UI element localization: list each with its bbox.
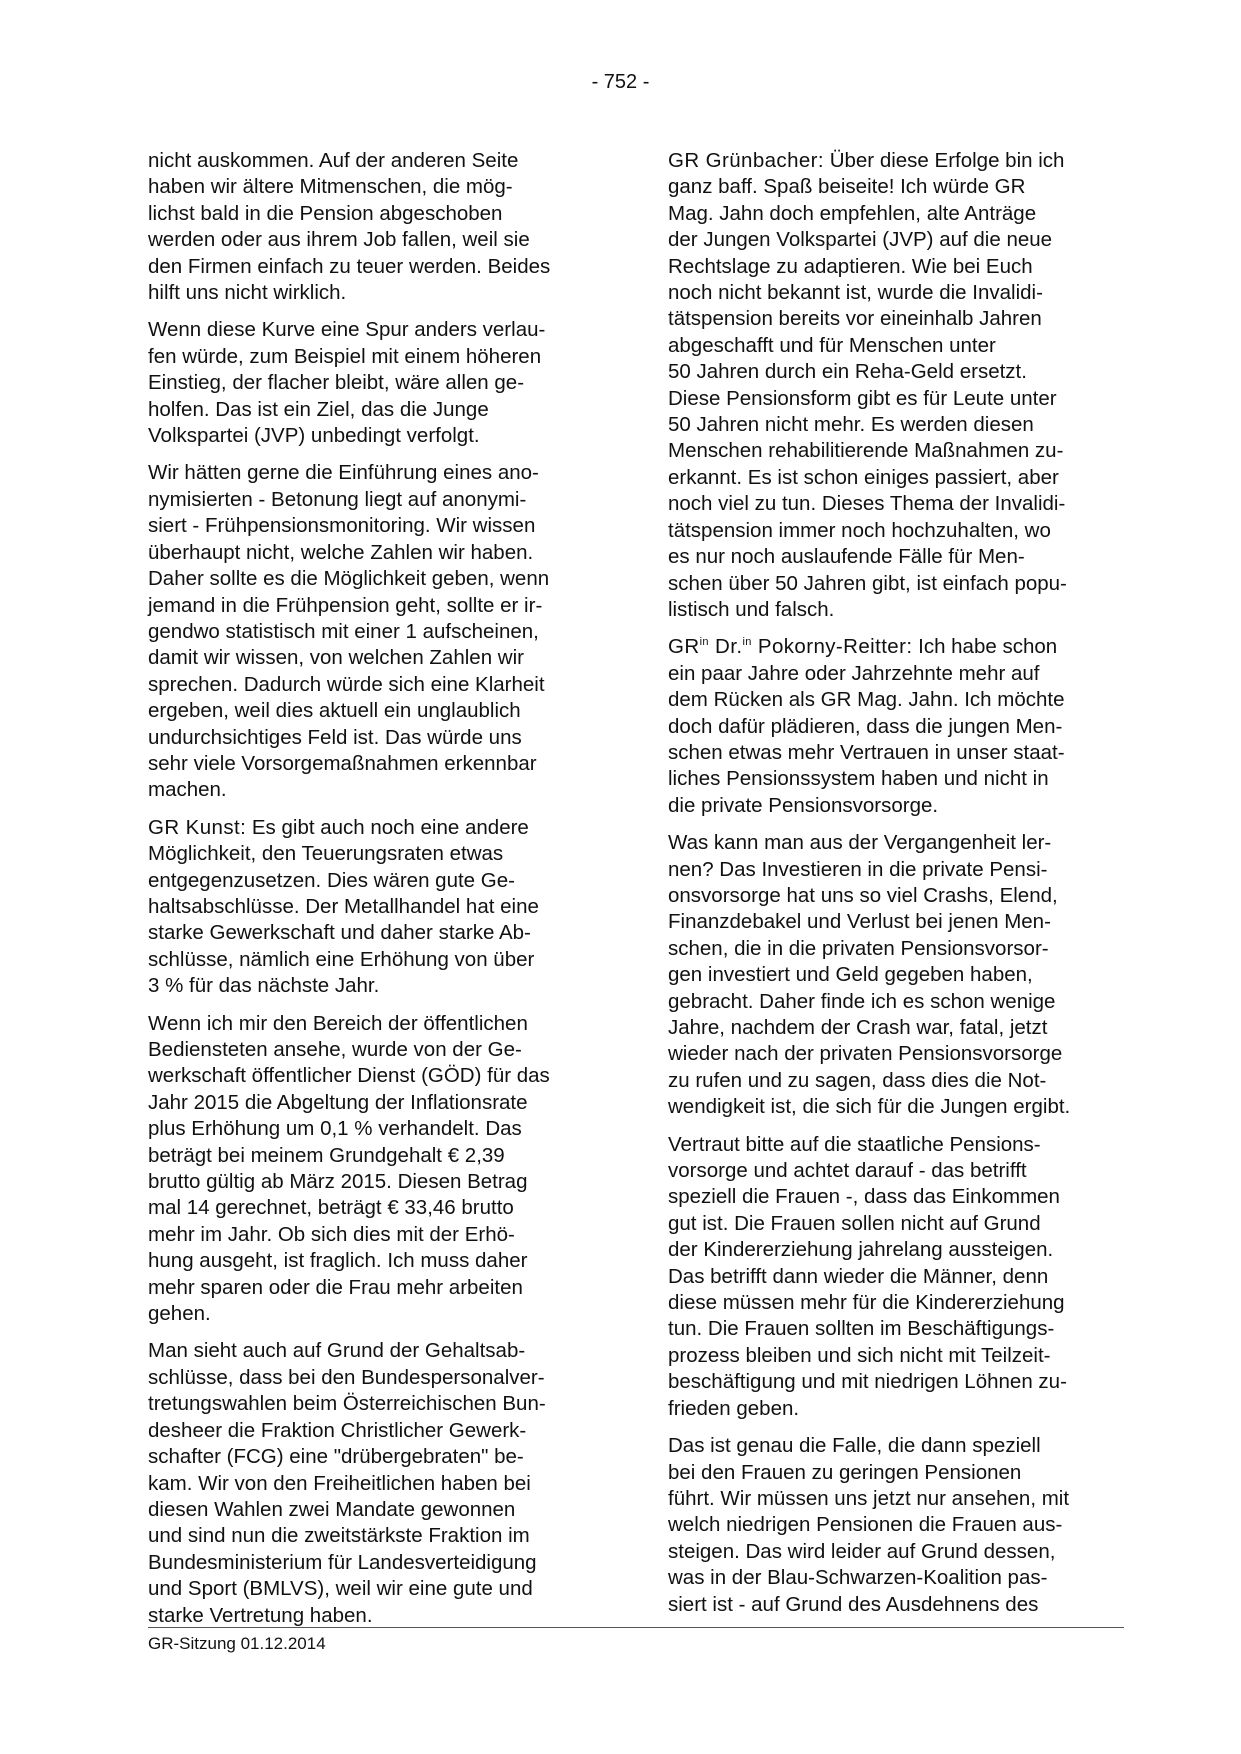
- paragraph: [668, 634, 1124, 819]
- gender-suffix: in: [742, 636, 752, 649]
- right-column: [668, 148, 1124, 1629]
- paragraph: nicht auskommen. Auf der anderen Seite haben wir ältere Mitmenschen, die mög- lichst bald in die Pension abgeschoben werden oder aus ihrem Job fallen, weil sie den Firmen einfach zu teuer werden. Beides hilft uns nicht wirklich.: [148, 149, 551, 305]
- speaker-name: GR Kunst:: [148, 815, 247, 839]
- paragraph: [668, 148, 1124, 623]
- footer-label: GR-Sitzung 01.12.2014: [148, 1634, 326, 1653]
- paragraph: Was kann man aus der Vergangenheit ler- nen? Das Investieren in die private Pensi- onsvorsorge hat uns so viel Crashs, Elend, Finanzdebakel und Verlust bei jenen Men- schen, die in die privaten Pensionsvorsor- gen investiert und Geld gegeben haben, gebracht. Daher finde ich es schon wenige Jahre, nachdem der Crash war, fatal, jetzt wieder nach der privaten Pensionsvorsorge zu rufen und zu sagen, dass dies die Not- wendigkeit ist, die sich für die Jungen ergibt.: [668, 831, 1071, 1119]
- paragraph: [148, 815, 600, 1000]
- paragraph: Wenn ich mir den Bereich der öffentlichen Bediensteten ansehe, wurde von der Ge- werkschaft öffentlicher Dienst (GÖD) für das Jahr 2015 die Abgeltung der Inflationsrate plus Erhöhung um 0,1 % verhandelt. Das beträgt bei meinem Grundgehalt € 2,39 brutto gültig ab März 2015. Diesen Betrag mal 14 gerechnet, beträgt € 33,46 brutto mehr im Jahr. Ob sich dies mit der Erhö- hung ausgeht, ist fraglich. Ich muss daher mehr sparen oder die Frau mehr arbeiten gehen.: [148, 1011, 550, 1326]
- paragraph: Wenn diese Kurve eine Spur anders verlau- fen würde, zum Beispiel mit einem höheren Einstieg, der flacher bleibt, wäre allen ge- holfen. Das ist ein Ziel, das die Junge Volkspartei (JVP) unbedingt verfolgt.: [148, 318, 546, 448]
- speech-text: Ich habe schon ein paar Jahre oder Jahrzehnte mehr auf dem Rücken als GR Mag. Jahn. Ich möchte doch dafür plädieren, dass die jungen Men- schen etwas mehr Vertrauen in unser staat- liches Pensionssystem haben und nicht in die private Pensionsvorsorge.: [668, 635, 1065, 817]
- paragraph: Man sieht auch auf Grund der Gehaltsab- schlüsse, dass bei den Bundespersonalver- tretungswahlen beim Österreichischen Bun- desheer die Fraktion Christlicher Gewerk- schafter (FCG) eine "drübergebraten" be- kam. Wir von den Freiheitlichen haben bei diesen Wahlen zwei Mandate gewonnen und sind nun die zweitstärkste Fraktion im Bundesministerium für Landesverteidigung und Sport (BMLVS), weil wir eine gute und starke Vertretung haben.: [148, 1339, 546, 1627]
- gender-suffix: in: [699, 636, 709, 649]
- footer-divider: [148, 1627, 1124, 1628]
- left-column: [148, 148, 600, 1640]
- speaker-name: GR Grünbacher:: [668, 149, 824, 172]
- speech-text: Es gibt auch noch eine andere Möglichkeit, den Teuerungsraten etwas entgegenzusetzen. Dies wären gute Ge- haltsabschlüsse. Der Metallhandel hat eine starke Gewerkschaft und daher starke Ab- schlüsse, nämlich eine Erhöhung von über 3 % für das nächste Jahr.: [148, 815, 539, 998]
- page-number: - 752 -: [591, 71, 650, 93]
- speech-text: Über diese Erfolge bin ich ganz baff. Spaß beiseite! Ich würde GR Mag. Jahn doch empfehlen, alte Anträge der Jungen Volkspartei (JVP) auf die neue Rechtslage zu adaptieren. Wie bei Euch noch nicht bekannt ist, wurde die Invalidi- tätspension bereits vor eineinhalb Jahren abgeschafft und für Menschen unter 50 Jahren durch ein Reha-Geld ersetzt. Diese Pensionsform gibt es für Leute unter 50 Jahren nicht mehr. Es werden diesen Menschen rehabilitierende Maßnahmen zu- erkannt. Es ist schon einiges passiert, aber noch viel zu tun. Dieses Thema der Invalidi- tätspension immer noch hochzuhalten, wo es nur noch auslaufende Fälle für Men- schen über 50 Jahren gibt, ist einfach popu- listisch und falsch.: [668, 149, 1067, 621]
- paragraph: Das ist genau die Falle, die dann speziell bei den Frauen zu geringen Pensionen führt. Wir müssen uns jetzt nur ansehen, mit welch niedrigen Pensionen die Frauen aus- steigen. Das wird leider auf Grund dessen, was in der Blau-Schwarzen-Koalition pas- siert ist - auf Grund des Ausdehnens des: [668, 1434, 1070, 1616]
- paragraph: Vertraut bitte auf die staatliche Pensions- vorsorge und achtet darauf - das betrifft speziell die Frauen -, dass das Einkommen gut ist. Die Frauen sollen nicht auf Grund der Kindererziehung jahrelang aussteigen. Das betrifft dann wieder die Männer, denn diese müssen mehr für die Kindererziehung tun. Die Frauen sollten im Beschäftigungs- prozess bleiben und sich nicht mit Teilzeit- beschäftigung und mit niedrigen Löhnen zu- frieden geben.: [668, 1132, 1067, 1420]
- speaker-name: $GR^{in}$ Dr.$^{in}$ Pokorny-Reitter:: [668, 635, 913, 659]
- paragraph: Wir hätten gerne die Einführung eines ano- nymisierten - Betonung liegt auf anonymi- siert - Frühpensionsmonitoring. Wir wissen überhaupt nicht, welche Zahlen wir haben. Daher sollte es die Möglichkeit geben, wenn jemand in die Frühpension geht, sollte er ir- gendwo statistisch mit einer 1 aufscheinen, damit wir wissen, von welchen Zahlen wir sprechen. Dadurch würde sich eine Klarheit ergeben, weil dies aktuell ein unglaublich undurchsichtiges Feld ist. Das würde uns sehr viele Vorsorgemaßnahmen erkennbar machen.: [148, 461, 550, 802]
